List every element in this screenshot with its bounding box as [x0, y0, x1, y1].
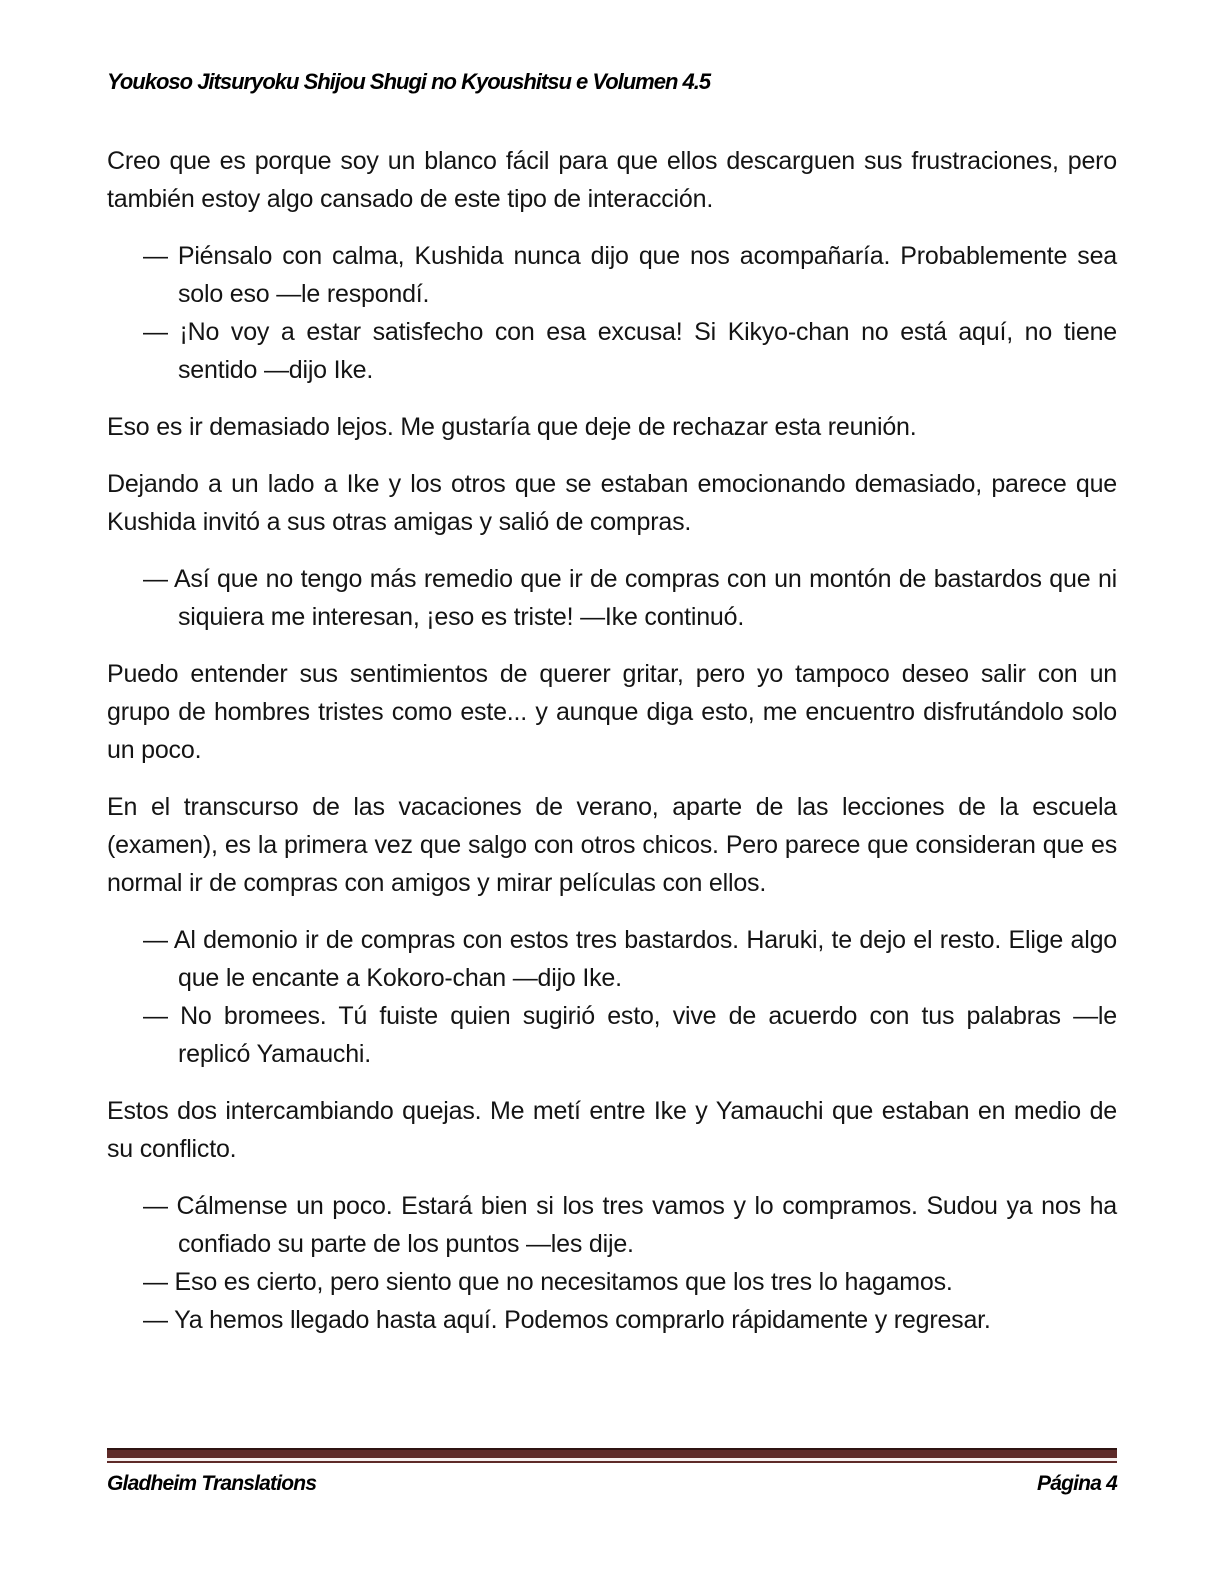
dialogue-group [107, 560, 1117, 636]
dialogue-line: — Al demonio ir de compras con estos tres bastardos. Haruki, te dejo el resto. Elige algo que le encante a Kokoro-chan —dijo Ike. [143, 926, 1117, 992]
divider-thick-band [107, 1450, 1117, 1458]
footer-site-name: Gladheim Translations [107, 1472, 317, 1495]
dialogue-line: — Así que no tengo más remedio que ir de compras con un montón de bastardos que ni siquiera me interesan, ¡eso es triste! —Ike continuó. [143, 565, 1117, 631]
dialogue-line: — Eso es cierto, pero siento que no necesitamos que los tres lo hagamos. [143, 1268, 953, 1296]
dialogue-line: — Cálmense un poco. Estará bien si los tres vamos y lo compramos. Sudou ya nos ha confiado su parte de los puntos —les dije. [143, 1192, 1117, 1258]
body-paragraph: Creo que es porque soy un blanco fácil para que ellos descarguen sus frustraciones, pero también estoy algo cansado de este tipo de interacción. [107, 147, 1117, 213]
page-header-title: Youkoso Jitsuryoku Shijou Shugi no Kyoushitsu e Volumen 4.5 [107, 69, 711, 94]
footer-divider [107, 1448, 1117, 1463]
dialogue-group [107, 1187, 1117, 1339]
body-paragraph: Dejando a un lado a Ike y los otros que se estaban emocionando demasiado, parece que Kushida invitó a sus otras amigas y salió de compras. [107, 470, 1117, 536]
body-paragraph: Estos dos intercambiando quejas. Me metí entre Ike y Yamauchi que estaban en medio de su conflicto. [107, 1097, 1117, 1163]
page-footer [107, 1448, 1117, 1496]
dialogue-line: — No bromees. Tú fuiste quien sugirió esto, vive de acuerdo con tus palabras —le replicó Yamauchi. [143, 1002, 1117, 1068]
dialogue-group [107, 921, 1117, 1073]
body-paragraph: Eso es ir demasiado lejos. Me gustaría que deje de rechazar esta reunión. [107, 413, 917, 441]
document-body [107, 142, 1117, 1339]
dialogue-line: — Ya hemos llegado hasta aquí. Podemos comprarlo rápidamente y regresar. [143, 1306, 991, 1334]
footer-text-row [107, 1472, 1117, 1496]
divider-thin-line [107, 1461, 1117, 1463]
dialogue-group [107, 237, 1117, 389]
body-paragraph: Puedo entender sus sentimientos de querer gritar, pero yo tampoco deseo salir con un grupo de hombres tristes como este... y aunque diga esto, me encuentro disfrutándolo solo un poco. [107, 660, 1117, 764]
body-paragraph: En el transcurso de las vacaciones de verano, aparte de las lecciones de la escuela (examen), es la primera vez que salgo con otros chicos. Pero parece que consideran que es normal ir de compras con amigos y mirar películas con ellos. [107, 793, 1117, 897]
footer-page-number: Página 4 [1037, 1472, 1117, 1495]
dialogue-line: — ¡No voy a estar satisfecho con esa excusa! Si Kikyo-chan no está aquí, no tiene sentido —dijo Ike. [143, 318, 1117, 384]
dialogue-line: — Piénsalo con calma, Kushida nunca dijo que nos acompañaría. Probablemente sea solo eso —le respondí. [143, 242, 1117, 308]
